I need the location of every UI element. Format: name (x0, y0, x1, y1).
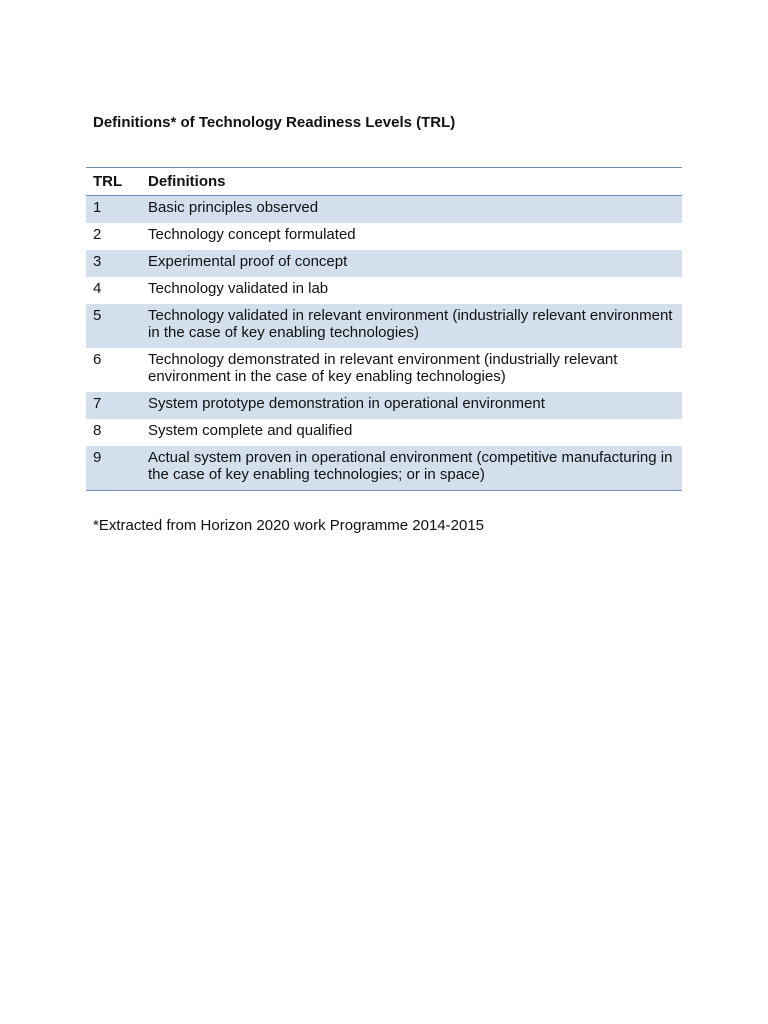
trl-level: 5 (93, 307, 102, 324)
trl-definition: Actual system proven in operational environment (competitive manufacturing in the case of key enabling technologies; or in space) (148, 449, 673, 483)
table-header-row (86, 168, 682, 196)
trl-level: 3 (93, 253, 102, 270)
trl-definition: System complete and qualified (148, 422, 353, 439)
trl-level: 6 (93, 351, 102, 368)
table-row (86, 419, 682, 446)
table-row (86, 446, 682, 490)
header-definitions: Definitions (148, 173, 226, 190)
trl-level: 4 (93, 280, 102, 297)
trl-table (86, 167, 682, 491)
table-row (86, 223, 682, 250)
trl-definition: Technology demonstrated in relevant environment (industrially relevant environment in the case of key enabling technologies) (148, 351, 618, 385)
table-row (86, 250, 682, 277)
trl-definition: Technology validated in lab (148, 280, 329, 297)
table-row (86, 392, 682, 419)
table-row (86, 277, 682, 304)
trl-level: 9 (93, 449, 102, 466)
trl-level: 7 (93, 395, 102, 412)
trl-definition: System prototype demonstration in operational environment (148, 395, 545, 412)
table-row (86, 196, 682, 223)
page-title: Definitions* of Technology Readiness Levels (TRL) (93, 114, 456, 131)
trl-definition: Technology concept formulated (148, 226, 356, 243)
trl-level: 8 (93, 422, 102, 439)
table-row (86, 348, 682, 392)
table-row (86, 304, 682, 348)
footnote: *Extracted from Horizon 2020 work Programme 2014-2015 (93, 517, 485, 534)
header-trl: TRL (93, 173, 123, 190)
trl-definition: Basic principles observed (148, 199, 319, 216)
trl-level: 2 (93, 226, 102, 243)
trl-definition: Experimental proof of concept (148, 253, 348, 270)
trl-definition: Technology validated in relevant environment (industrially relevant environment in the case of key enabling technologies) (148, 307, 673, 341)
trl-level: 1 (93, 199, 102, 216)
